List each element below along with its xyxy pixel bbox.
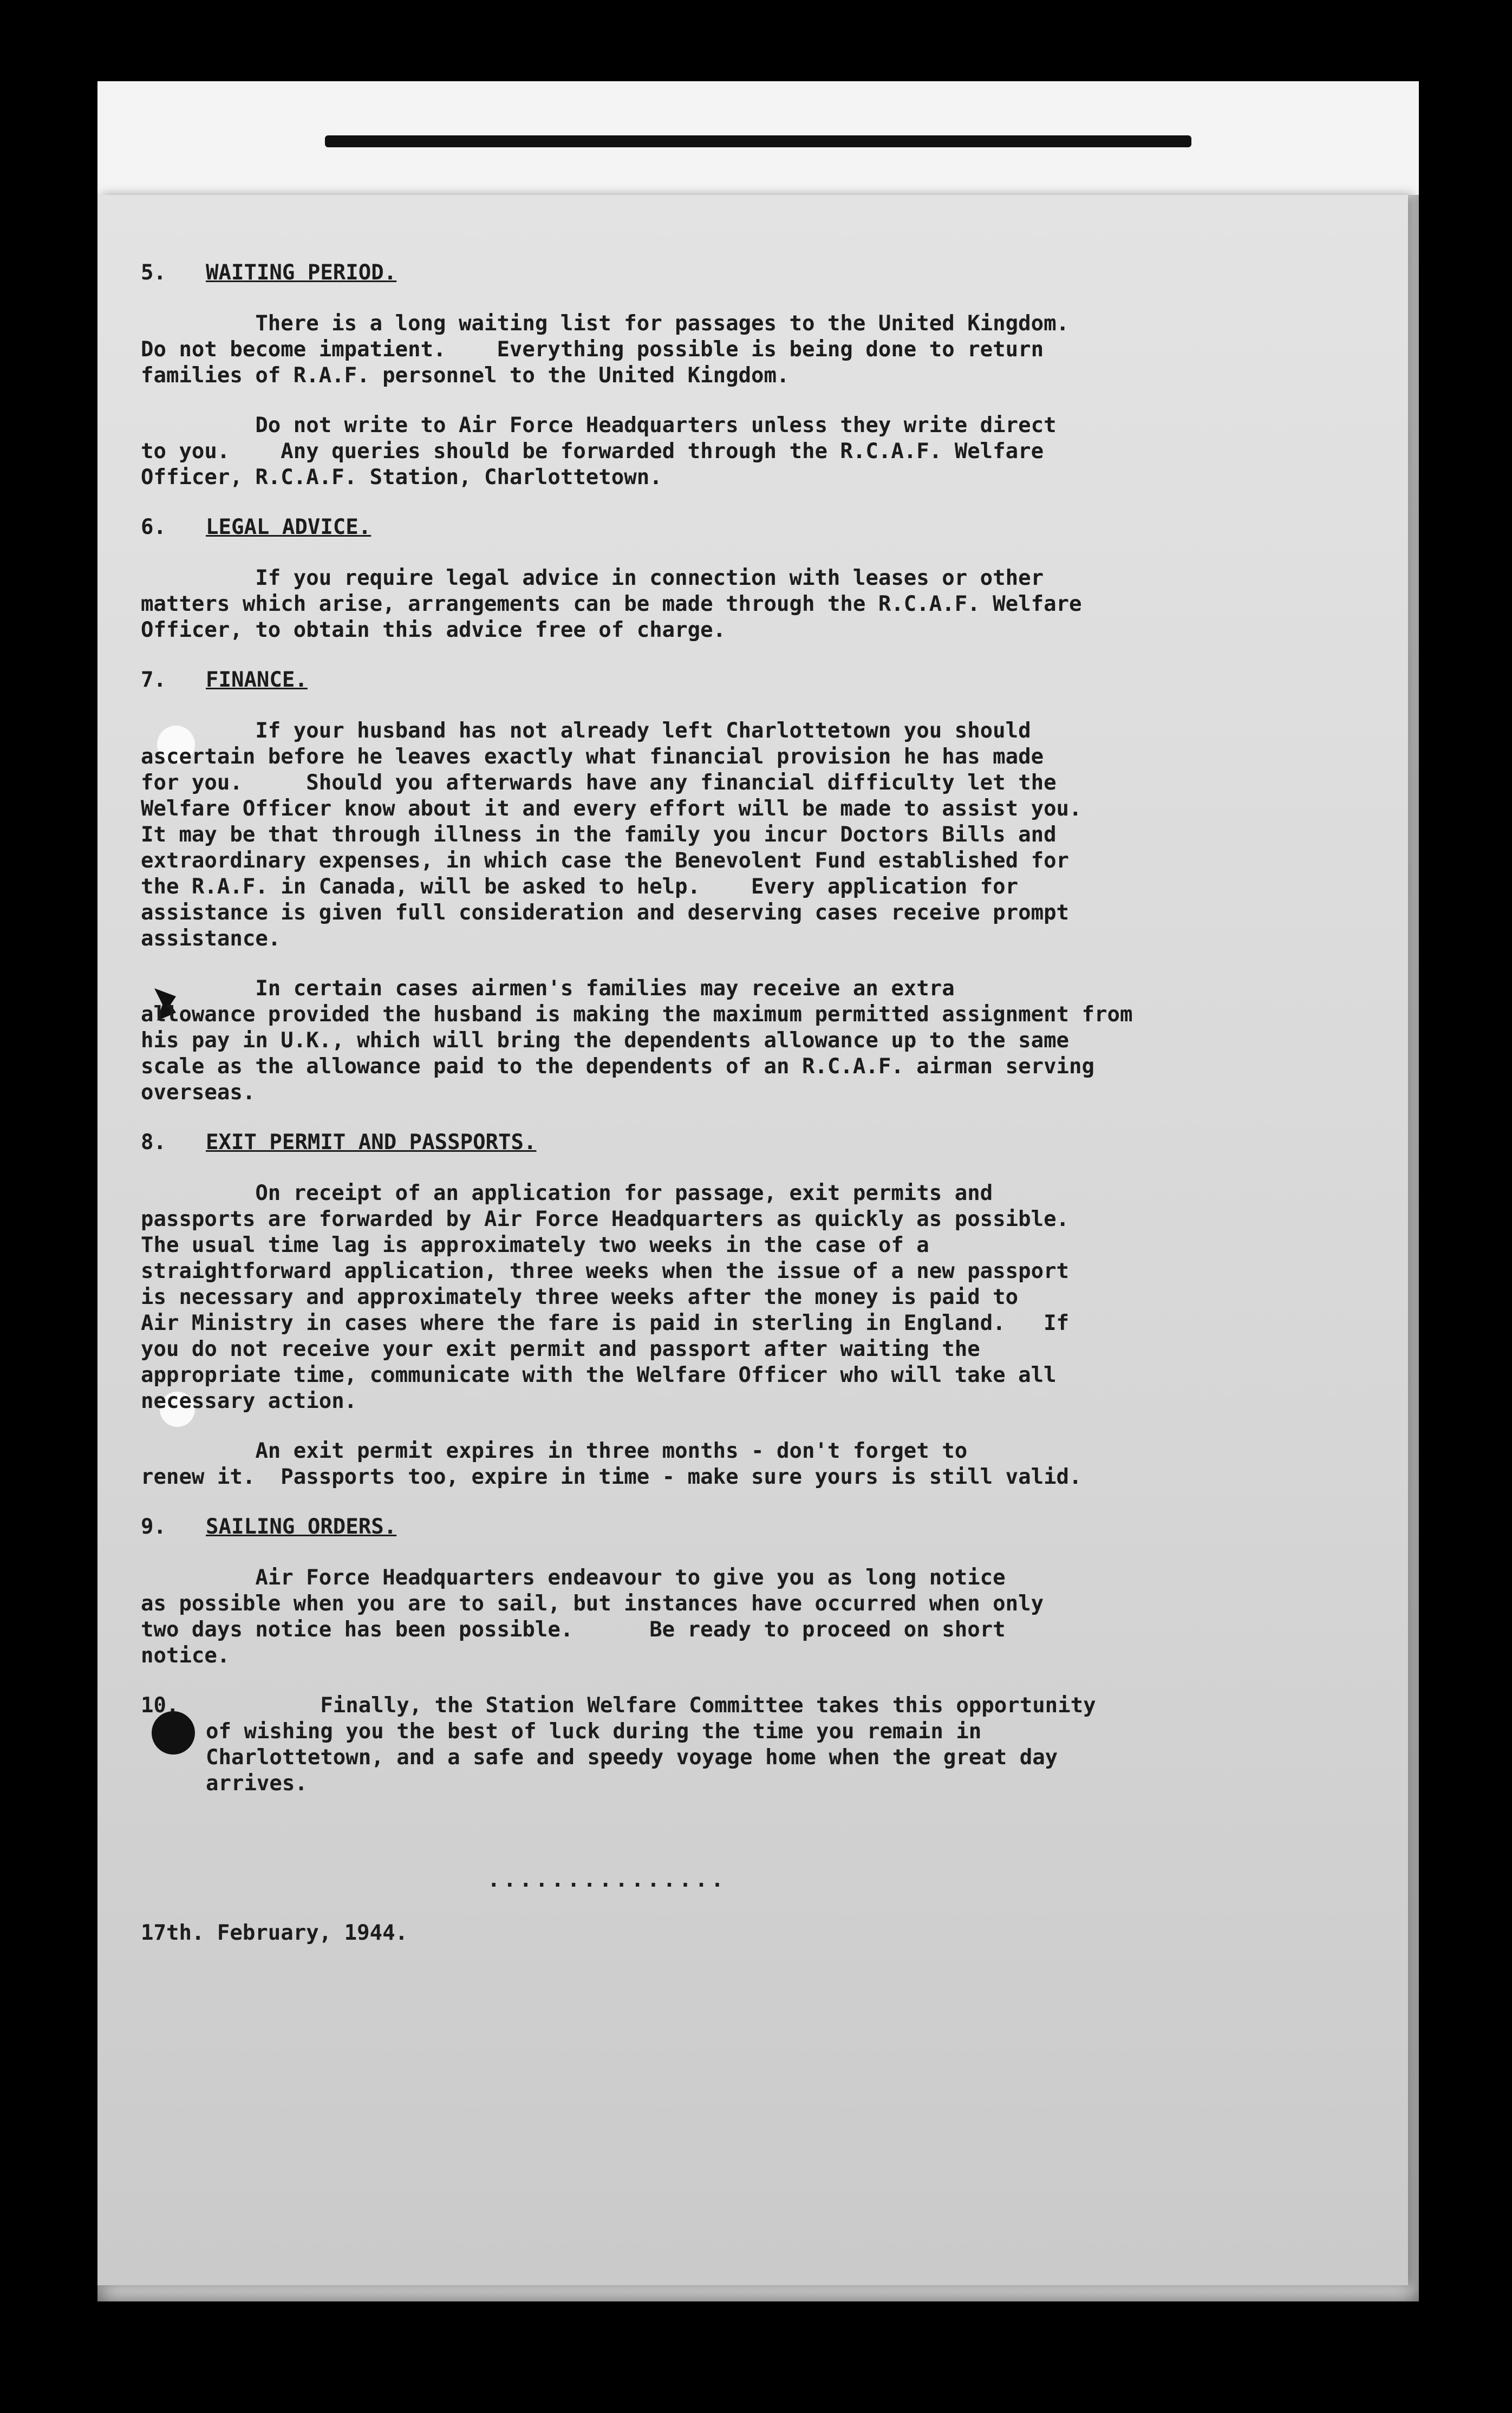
section-title: LEGAL ADVICE. (206, 515, 372, 539)
separator-dots: ............... (487, 1868, 727, 1892)
section-title: FINANCE. (206, 668, 308, 692)
section-title: WAITING PERIOD. (206, 260, 397, 285)
section-number: 6. (141, 515, 166, 539)
section-heading (141, 667, 1256, 693)
section-heading (141, 514, 1256, 540)
section-heading (141, 1693, 1256, 1797)
section-number: 10. (141, 1693, 179, 1718)
document-body (141, 260, 1256, 1946)
section-finance (141, 667, 1256, 1106)
section-closing (141, 1693, 1256, 1797)
section-heading (141, 1514, 1256, 1540)
section-number: 8. (141, 1130, 166, 1155)
section-sailing-orders (141, 1514, 1256, 1669)
paragraph: On receipt of an application for passage, exit permits and passports are forwarded by Air Force Headquarters as quickly as possible. The usual time lag is approximately two weeks in the case of a straightforward application, three weeks when the issue of a new passport is necessary and approximately three weeks after the money is paid to Air Ministry in cases where the fare is paid in sterling in England. If you do not receive your exit permit and passport after waiting the appropriate time, communicate with the Welfare Officer who will take all necessary action. (141, 1181, 1070, 1413)
section-legal-advice (141, 514, 1256, 643)
section-title: SAILING ORDERS. (206, 1515, 397, 1539)
document-date: 17th. February, 1944. (141, 1921, 408, 1945)
paragraph: Finally, the Station Welfare Committee takes this opportunity of wishing you the best of luck during the time you remain in Charlottetown, and a safe and speedy voyage home when the great day arrives. (206, 1693, 1096, 1796)
section-number: 5. (141, 260, 166, 285)
paragraph: If your husband has not already left Charlottetown you should ascertain before he leaves exactly what financial provision he has made for you. Should you afterwards have any financial difficulty let the Welfare Officer know about it and every effort will be made to assist you. It may be that through illness in the family you incur Doctors Bills and extraordinary expenses, in which case the Benevolent Fund established for the R.A.F. in Canada, will be asked to help. Every application for assistance is given full consideration and deserving cases receive prompt assistance. (141, 719, 1082, 951)
paragraph: If you require legal advice in connection with leases or other matters which arise, arrangements can be made through the R.C.A.F. Welfare Officer, to obtain this advice free of charge. (141, 566, 1082, 642)
top-paper-strip (97, 81, 1419, 195)
section-heading (141, 260, 1256, 286)
section-waiting-period (141, 260, 1256, 491)
section-number: 9. (141, 1515, 166, 1539)
paragraph: Do not write to Air Force Headquarters unless they write direct to you. Any queries should be forwarded through the R.C.A.F. Welfare Officer, R.C.A.F. Station, Charlottetown. (141, 413, 1057, 490)
section-title: EXIT PERMIT AND PASSPORTS. (206, 1130, 537, 1155)
paragraph: There is a long waiting list for passages to the United Kingdom. Do not become impatient. Everything possible is being done to return families of R.A.F. personnel to the United Kingdom. (141, 311, 1070, 388)
top-rule-line (325, 135, 1191, 147)
paragraph: Air Force Headquarters endeavour to give you as long notice as possible when you are to sail, but instances have occurred when only two days notice has been possible. Be ready to proceed on short notice. (141, 1566, 1044, 1668)
section-exit-permit (141, 1130, 1256, 1490)
section-number: 7. (141, 668, 166, 692)
paragraph: In certain cases airmen's families may receive an extra allowance provided the husband is making the maximum permitted assignment from his pay in U.K., which will bring the dependents allowance up to the same scale as the allowance paid to the dependents of an R.C.A.F. airman serving overseas. (141, 976, 1133, 1105)
paragraph: An exit permit expires in three months - don't forget to renew it. Passports too, expire in time - make sure yours is still valid. (141, 1439, 1082, 1489)
section-heading (141, 1130, 1256, 1156)
